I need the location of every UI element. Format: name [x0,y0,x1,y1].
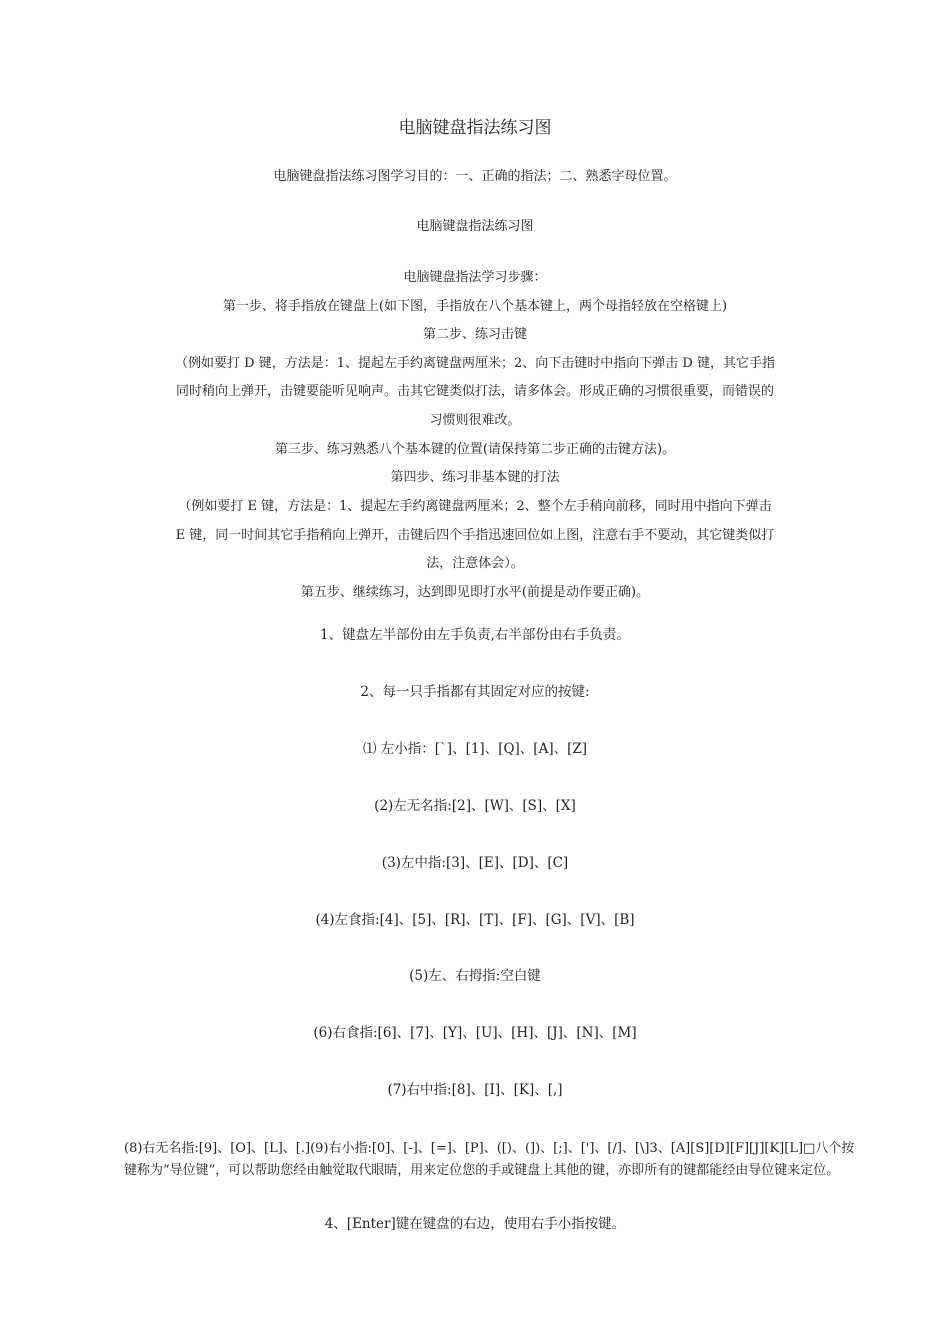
step-2-detail-line-3: 习惯则很难改。 [429,413,521,428]
step-2-detail-line-1: （例如要打 D 键，方法是：1、提起左手约离键盘两厘米；2、向下击键时中指向下弹击 D 键，其它手指 [175,356,775,371]
finger-left-ring: (2)左无名指:[2]、[W]、[S]、[X] [374,798,576,814]
step-2-detail-line-2: 同时稍向上弹开，击键要能听见响声。击其它键类似打法，请多体会。形成正确的习惯很重要，而错误的 [175,384,774,399]
finger-right-ring-pinky-line-2: 键称为“导位键”，可以帮助您经由触觉取代眼睛，用来定位您的手或键盘上其他的键，亦即所有的键都能经由导位键来定位。 [124,1163,840,1178]
purpose-text: 电脑键盘指法练习图学习目的：一、正确的指法；二、熟悉字母位置。 [273,169,677,184]
step-2: 第二步、练习击键 [422,327,527,342]
point-2: 2、每一只手指都有其固定对应的按键: [360,684,590,700]
step-4-detail-line-2: E 键，同一时间其它手指稍向上弹开，击键后四个手指迅速回位如上图，注意右手不要动，其它键类似打 [175,528,775,543]
step-5: 第五步、继续练习，达到即见即打水平(前提是动作要正确)。 [300,585,650,600]
finger-right-middle: (7)右中指:[8]、[I]、[K]、[,] [387,1082,563,1098]
finger-left-middle: (3)左中指:[3]、[E]、[D]、[C] [381,855,569,871]
finger-right-ring-pinky-paragraph [124,1138,884,1182]
point-4: 4、[Enter]键在键盘的右边，使用右手小指按键。 [324,1216,626,1232]
finger-thumbs: (5)左、右拇指:空白键 [409,968,541,984]
document-title: 电脑键盘指法练习图 [398,118,552,138]
steps-heading: 电脑键盘指法学习步骤： [403,270,547,285]
finger-right-index: (6)右食指:[6]、[7]、[Y]、[U]、[H]、[J]、[N]、[M] [313,1025,637,1041]
step-4-detail-line-3: 法，注意体会）。 [426,556,524,571]
step-3: 第三步、练习熟悉八个基本键的位置(请保持第二步正确的击键方法)。 [274,442,676,457]
step-4: 第四步、练习非基本键的打法 [390,470,560,485]
figure-caption: 电脑键盘指法练习图 [416,219,534,234]
finger-left-index: (4)左食指:[4]、[5]、[R]、[T]、[F]、[G]、[V]、[B] [315,912,635,928]
step-4-detail-line-1: （例如要打 E 键，方法是：1、提起左手约离键盘两厘米；2、整个左手稍向前移，同时用中指向下弹击 [178,499,772,514]
point-1: 1、键盘左半部份由左手负责,右半部份由右手负责。 [320,627,630,643]
step-1: 第一步、将手指放在键盘上(如下图，手指放在八个基本键上，两个母指轻放在空格键上) [222,299,728,314]
finger-right-ring-pinky-line-1: (8)右无名指:[9]、[O]、[L]、[.](9)右小指:[0]、[-]、[=]、[P]、([)、(])、[;]、[']、[/]、[\]3、[A][S][D][F][J][K][L]□八个按 [124,1141,855,1156]
finger-left-pinky: ⑴ 左小指：[`]、[1]、[Q]、[A]、[Z] [363,741,587,757]
